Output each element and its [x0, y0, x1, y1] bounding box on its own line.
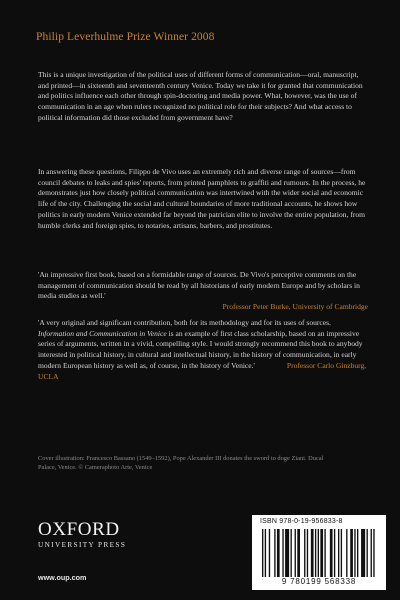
barcode-bar: [354, 529, 355, 577]
barcode-bar: [277, 529, 280, 577]
publisher-url: www.oup.com: [38, 573, 87, 582]
barcode-bar: [341, 529, 342, 577]
prize-heading: Philip Leverhulme Prize Winner 2008: [36, 31, 215, 43]
barcode-bar: [346, 529, 347, 577]
review-quote-1: [38, 270, 368, 313]
barcode-bar: [330, 529, 333, 577]
barcode-bar: [274, 529, 275, 577]
barcode-bar: [361, 529, 365, 577]
review-quote-1-attribution: Professor Peter Burke, University of Cambridge: [222, 302, 368, 312]
barcode-bar: [324, 529, 325, 577]
barcode-bar: [373, 529, 374, 577]
cover-illustration-credit: Cover illustration: Francesco Bassano (1549–1592), Pope Alexander III donates the sword to doge Ziani. Ducal Palace, Venice. © Cameraphoto Arte, Venice: [38, 455, 324, 471]
barcode-bar: [357, 529, 358, 577]
barcode-bar: [295, 529, 296, 577]
description-paragraph-1: This is a unique investigation of the political uses of different forms of communication—oral, manuscript, and printed—in sixteenth and seventeenth century Venice. Today we take it for granted that communication and politics influence each other through spin-doctoring and media power. What, however, was the use of communication in an age when rulers recognized no political role for their subjects? And what access to political information did those excluded from government have?: [38, 70, 363, 122]
barcode-bar: [338, 529, 339, 577]
review-quote-2: [38, 318, 368, 382]
barcode-bar: [307, 529, 308, 577]
review-quote-2-text-after: is an example of first class scholarship, based on an impressive series of arguments, written in a vivid, compelling style. I would strongly recommend this book to anybody interested in political history, in cultural and intellectual history, in the history of communication, in early modern European history as well as, of course, in the history of Venice.': [38, 328, 363, 370]
publisher-name: OXFORD: [38, 519, 120, 540]
review-quote-2-text-before: 'A very original and significant contribution, both for its methodology and for its uses of sources.: [38, 318, 331, 327]
barcode-bar: [320, 529, 323, 577]
barcode-bar: [318, 529, 319, 577]
barcode-bar: [285, 529, 289, 577]
publisher-subtitle: UNIVERSITY PRESS: [38, 541, 127, 549]
barcode-digits: 9 780199 568338: [281, 577, 357, 586]
barcode-bar: [334, 529, 335, 577]
barcode-bar: [315, 529, 316, 577]
barcode-bar: [269, 529, 270, 577]
barcode-bar: [297, 529, 300, 577]
isbn-label: ISBN 978-0-19-956833-8: [260, 518, 343, 525]
barcode-bar: [304, 529, 305, 577]
barcode-bar: [265, 529, 266, 577]
barcode-bar: [371, 529, 372, 577]
barcode-bar: [282, 529, 283, 577]
barcode-panel: [252, 515, 386, 590]
barcode-icon: [262, 529, 376, 577]
publisher-logo: [38, 520, 126, 549]
barcode-bar: [350, 529, 353, 577]
barcode-bar: [311, 529, 314, 577]
review-quote-1-text: 'An impressive first book, based on a formidable range of sources. De Vivo's perceptive comments on the management of communication should be read by all historians of early modern Europe and by scholars in media studies as well.': [38, 270, 360, 301]
barcode-bar: [262, 529, 263, 577]
review-quote-2-book-title: Information and Communication in Venice: [38, 328, 167, 338]
barcode-bar: [367, 529, 368, 577]
barcode-bar: [291, 529, 292, 577]
description-paragraph-2: In answering these questions, Filippo de Vivo uses an extremely rich and diverse range of sources—from council debates to leaks and spies' reports, from printed pamphlets to graffiti and rumours. In the process, he demonstrates just how closely political communication was intertwined with the wider social and economic life of the city. Challenging the social and cultural boundaries of more traditional accounts, he shows how politics in early modern Venice extended far beyond the patrician elite to involve the entire population, from humble clerks and foreign spies, to notaries, artisans, barbers, and prostitutes.: [38, 167, 366, 230]
review-quote-2-attribution: Professor Carlo Ginzburg, UCLA: [38, 360, 367, 381]
